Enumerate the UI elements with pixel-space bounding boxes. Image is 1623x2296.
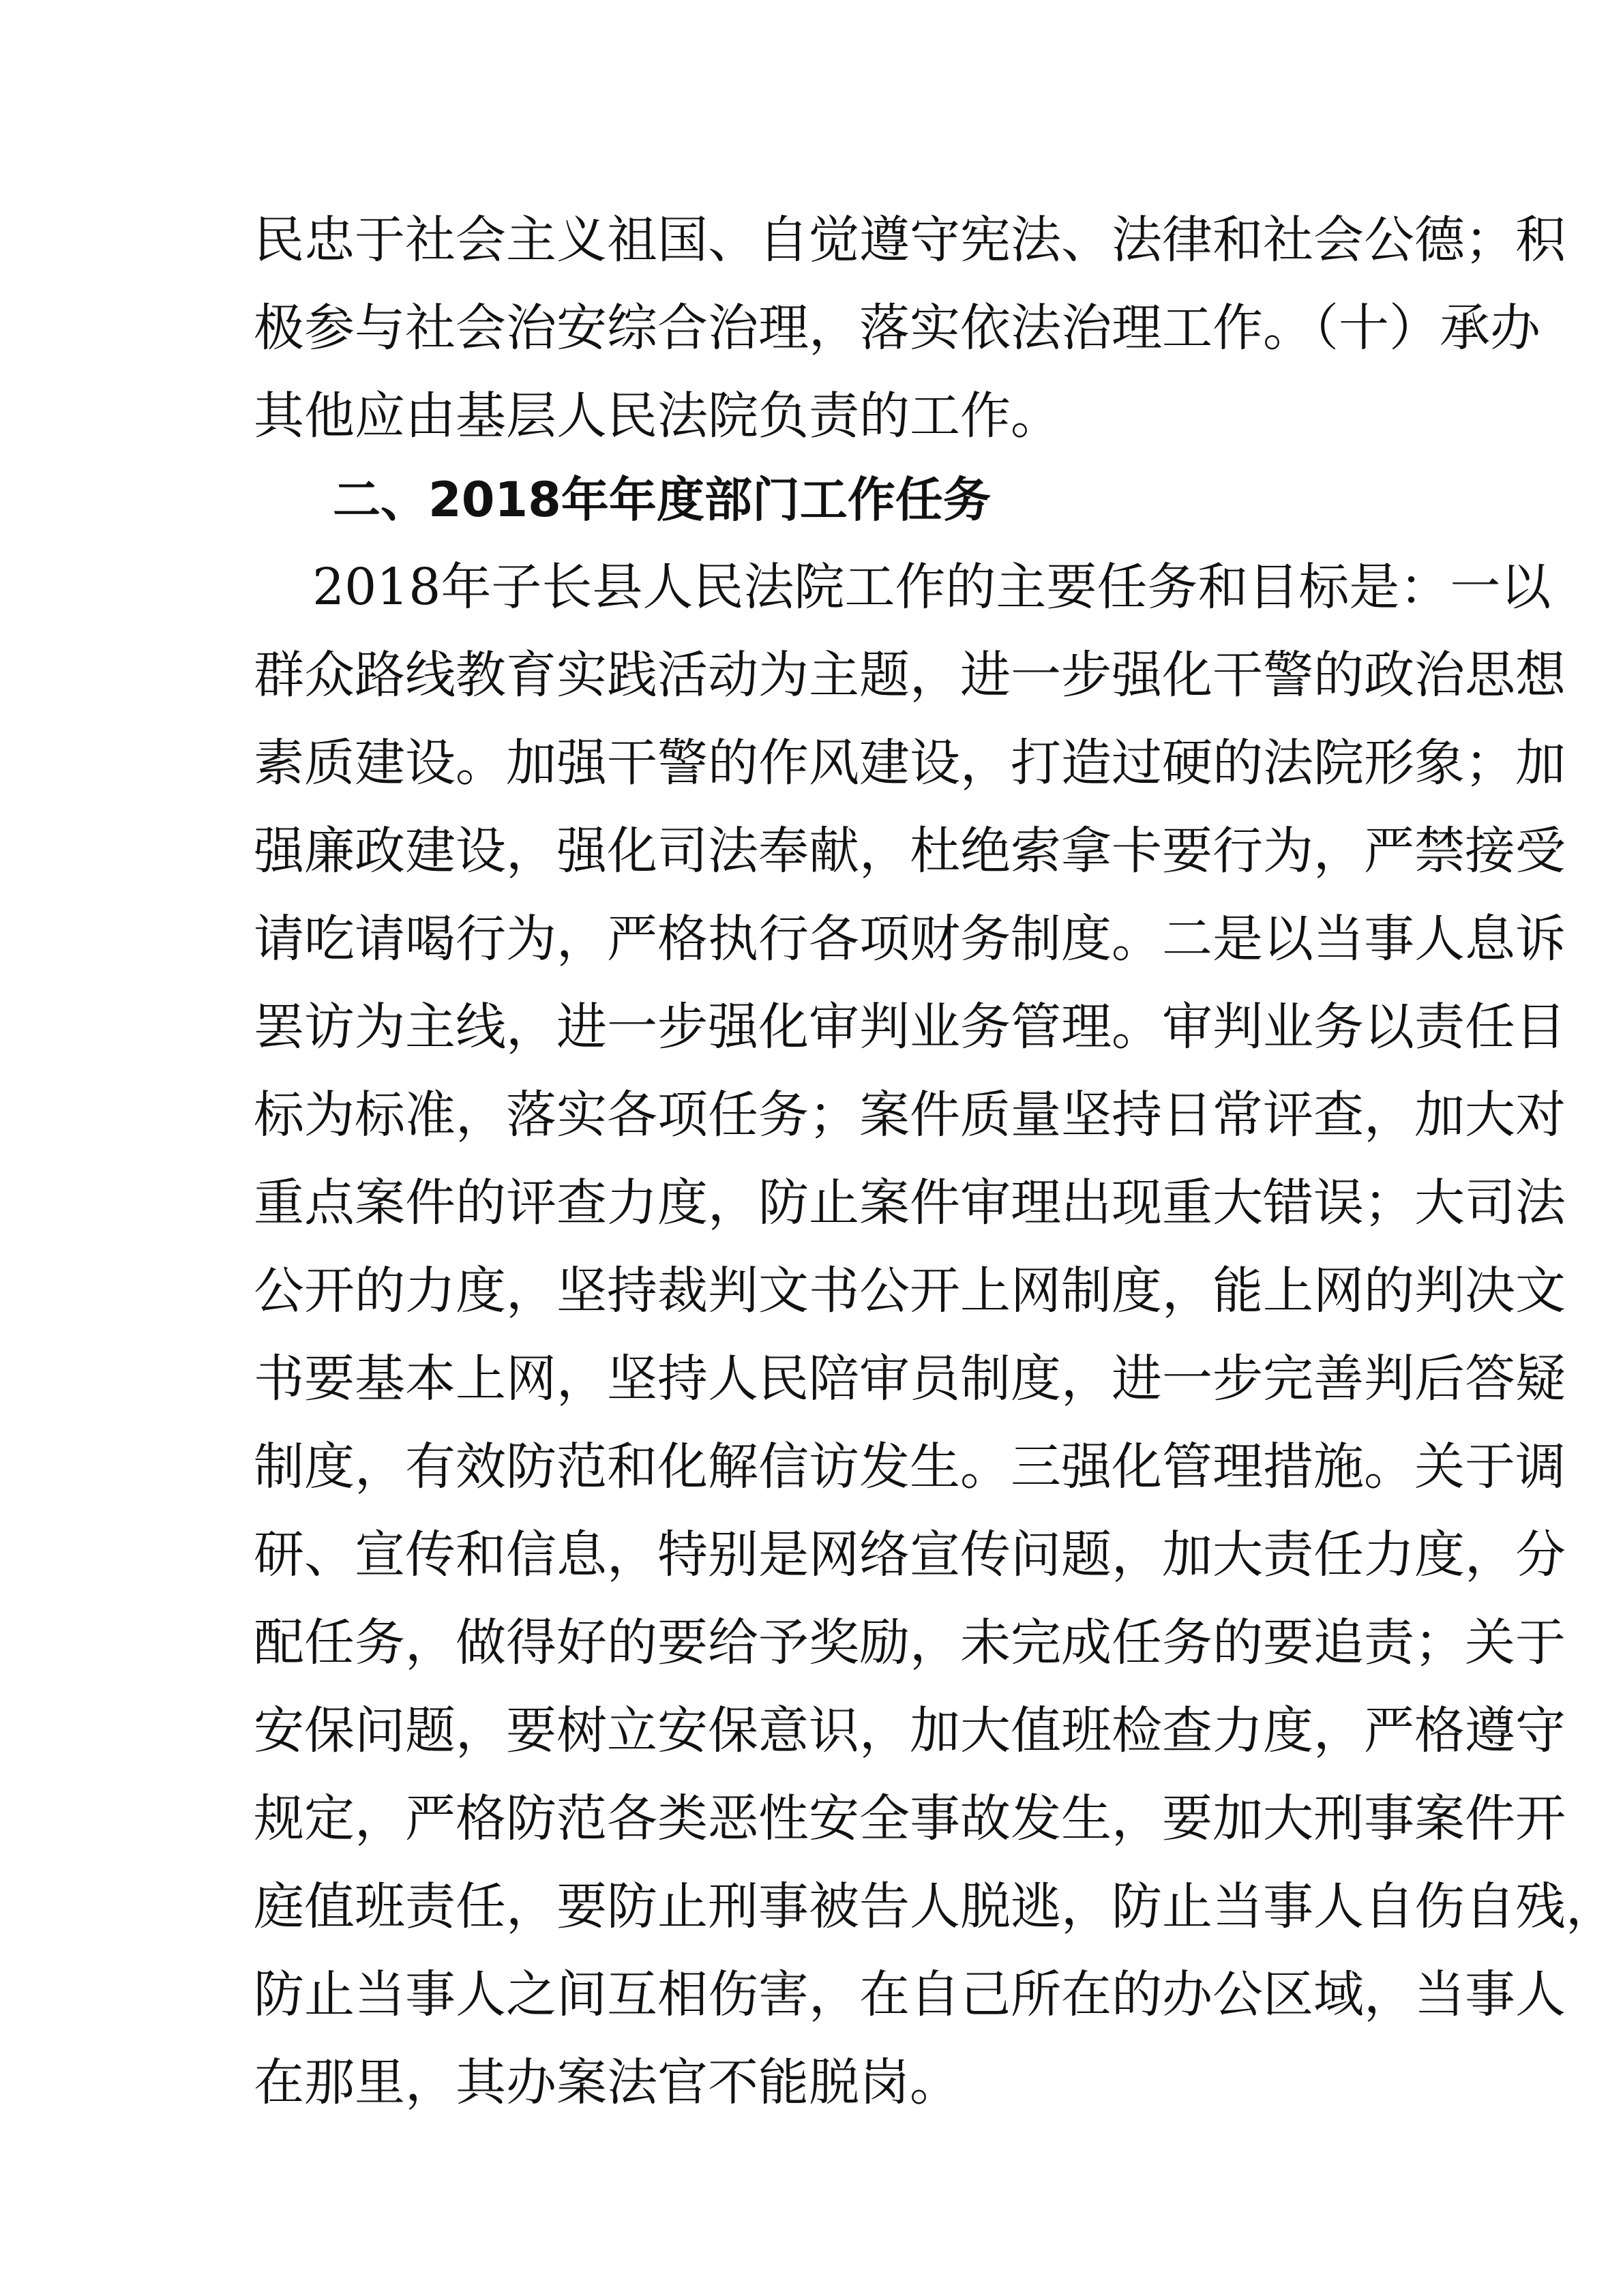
paragraph-1-line-1: 民忠于社会主义祖国、自觉遵守宪法、法律和社会公德；积 bbox=[254, 211, 1566, 269]
paragraph-2-line-13: 配任务，做得好的要给予奖励，未完成任务的要追责；关于 bbox=[254, 1613, 1566, 1672]
paragraph-2-line-2: 群众路线教育实践活动为主题，进一步强化干警的政治思想 bbox=[254, 646, 1566, 704]
paragraph-2-line-1: 2018年子长县人民法院工作的主要任务和目标是：一以 bbox=[312, 558, 1551, 616]
paragraph-1-line-2: 极参与社会治安综合治理，落实依法治理工作。（十）承办 bbox=[254, 299, 1540, 357]
paragraph-2-line-18: 在那里，其办案法官不能脱岗。 bbox=[254, 2053, 960, 2112]
section-heading: 二、2018年年度部门工作任务 bbox=[333, 472, 991, 528]
paragraph-2-line-7: 标为标准，落实各项任务；案件质量坚持日常评查，加大对 bbox=[254, 1086, 1566, 1144]
paragraph-2-line-11: 制度，有效防范和化解信访发生。三强化管理措施。关于调 bbox=[254, 1437, 1566, 1496]
paragraph-2-line-10: 书要基本上网，坚持人民陪审员制度，进一步完善判后答疑 bbox=[254, 1350, 1566, 1408]
paragraph-2-line-3: 素质建设。加强干警的作风建设，打造过硬的法院形象；加 bbox=[254, 734, 1566, 792]
paragraph-2-line-15: 规定，严格防范各类恶性安全事故发生，要加大刑事案件开 bbox=[254, 1789, 1566, 1848]
paragraph-2-line-8: 重点案件的评查力度，防止案件审理出现重大错误；大司法 bbox=[254, 1174, 1566, 1232]
paragraph-1-line-3: 其他应由基层人民法院负责的工作。 bbox=[254, 387, 1061, 445]
paragraph-2-line-6: 罢访为主线，进一步强化审判业务管理。审判业务以责任目 bbox=[254, 998, 1566, 1056]
paragraph-2-line-4: 强廉政建设，强化司法奉献，杜绝索拿卡要行为，严禁接受 bbox=[254, 822, 1566, 880]
paragraph-2-line-16: 庭值班责任，要防止刑事被告人脱逃，防止当事人自伤自残， bbox=[254, 1877, 1616, 1936]
paragraph-2-line-17: 防止当事人之间互相伤害，在自己所在的办公区域，当事人 bbox=[254, 1965, 1566, 2024]
paragraph-2-line-14: 安保问题，要树立安保意识，加大值班检查力度，严格遵守 bbox=[254, 1701, 1566, 1760]
paragraph-2-line-12: 研、宣传和信息，特别是网络宣传问题，加大责任力度，分 bbox=[254, 1525, 1566, 1584]
paragraph-2-line-9: 公开的力度，坚持裁判文书公开上网制度，能上网的判决文 bbox=[254, 1262, 1566, 1320]
paragraph-2-line-5: 请吃请喝行为，严格执行各项财务制度。二是以当事人息诉 bbox=[254, 910, 1566, 968]
